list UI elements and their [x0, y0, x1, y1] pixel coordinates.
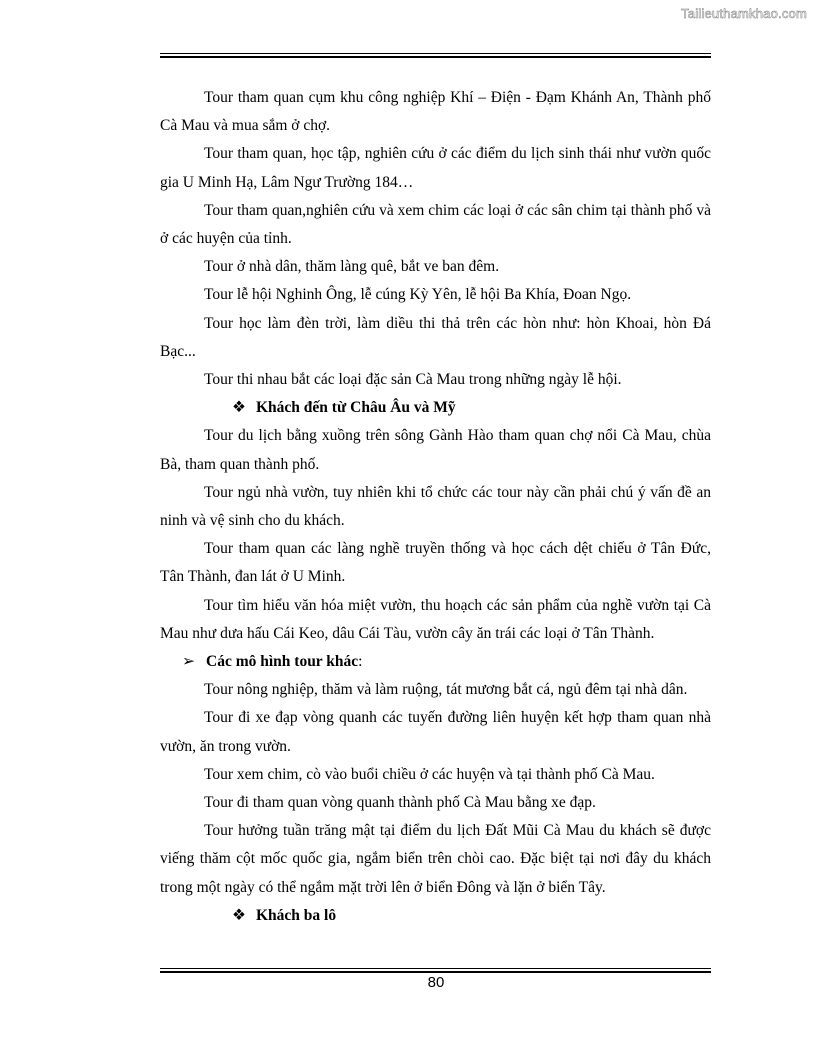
paragraph: Tour đi tham quan vòng quanh thành phố Cà Mau bằng xe đạp.: [204, 794, 596, 812]
section-heading-text: Khách đến từ Châu Âu và Mỹ: [256, 399, 456, 417]
page-number: 80: [427, 974, 445, 991]
paragraph: Tour tham quan cụm khu công nghiệp Khí – Điện - Đạm Khánh An, Thành phố Cà Mau và mua sắm ở chợ.: [160, 89, 711, 135]
watermark-text: Tailieuthamkhao.com: [681, 6, 807, 21]
paragraph: Tour tìm hiểu văn hóa miệt vườn, thu hoạch các sản phẩm của nghề vườn tại Cà Mau như dưa hấu Cái Keo, dâu Cái Tàu, vườn cây ăn trái các loại ở Tân Thành.: [160, 596, 711, 642]
paragraph: Tour xem chim, cò vào buổi chiều ở các huyện và tại thành phố Cà Mau.: [204, 765, 655, 783]
paragraph: Tour tham quan, học tập, nghiên cứu ở các điểm du lịch sinh thái như vườn quốc gia U Minh Hạ, Lâm Ngư Trường 184…: [160, 145, 711, 191]
paragraph: Tour đi xe đạp vòng quanh các tuyến đường liên huyện kết hợp tham quan nhà vườn, ăn trong vườn.: [160, 709, 711, 755]
header-rule: [160, 53, 711, 58]
footer-rule: [160, 968, 711, 973]
paragraph: Tour học làm đèn trời, làm diều thi thả trên các hòn như: hòn Khoai, hòn Đá Bạc...: [160, 314, 711, 360]
paragraph: Tour lễ hội Nghinh Ông, lễ cúng Kỳ Yên, lễ hội Ba Khía, Đoan Ngọ.: [204, 286, 632, 304]
section-heading-europe: [160, 394, 711, 422]
diamond-bullet-icon: ❖: [232, 906, 246, 924]
heading-colon: :: [358, 653, 363, 671]
section-heading-backpack: [160, 902, 711, 930]
paragraph: Tour ở nhà dân, thăm làng quê, bắt ve ban đêm.: [204, 258, 500, 276]
paragraph: Tour nông nghiệp, thăm và làm ruộng, tát mương bắt cá, ngủ đêm tại nhà dân.: [204, 681, 688, 699]
paragraph: Tour thi nhau bắt các loại đặc sản Cà Mau trong những ngày lễ hội.: [204, 371, 622, 389]
diamond-bullet-icon: ❖: [232, 399, 246, 417]
paragraph: Tour du lịch bằng xuồng trên sông Gành Hào tham quan chợ nổi Cà Mau, chùa Bà, tham quan thành phố.: [160, 427, 711, 473]
section-heading-text: Khách ba lô: [256, 906, 337, 924]
section-heading-text: Các mô hình tour khác: [206, 653, 359, 671]
arrow-bullet-icon: ➢: [182, 653, 195, 671]
paragraph: Tour tham quan các làng nghề truyền thống và học cách dệt chiếu ở Tân Đức, Tân Thành, đan lát ở U Minh.: [160, 540, 711, 586]
paragraph: Tour tham quan,nghiên cứu và xem chim các loại ở các sân chim tại thành phố và ở các huyện của tỉnh.: [160, 201, 711, 248]
section-heading-models: [160, 648, 711, 676]
paragraph: Tour ngủ nhà vườn, tuy nhiên khi tổ chức các tour này cần phải chú ý vấn đề an ninh và vệ sinh cho du khách.: [160, 483, 711, 530]
paragraph: Tour hưởng tuần trăng mật tại điểm du lịch Đất Mũi Cà Mau du khách sẽ được viếng thăm cột mốc quốc gia, ngắm biển trên chòi cao. Đặc biệt tại nơi đây du khách trong một ngày có thể ngắm mặt trời lên ở biển Đông và lặn ở biển Tây.: [160, 822, 711, 896]
page-body: [160, 84, 711, 930]
